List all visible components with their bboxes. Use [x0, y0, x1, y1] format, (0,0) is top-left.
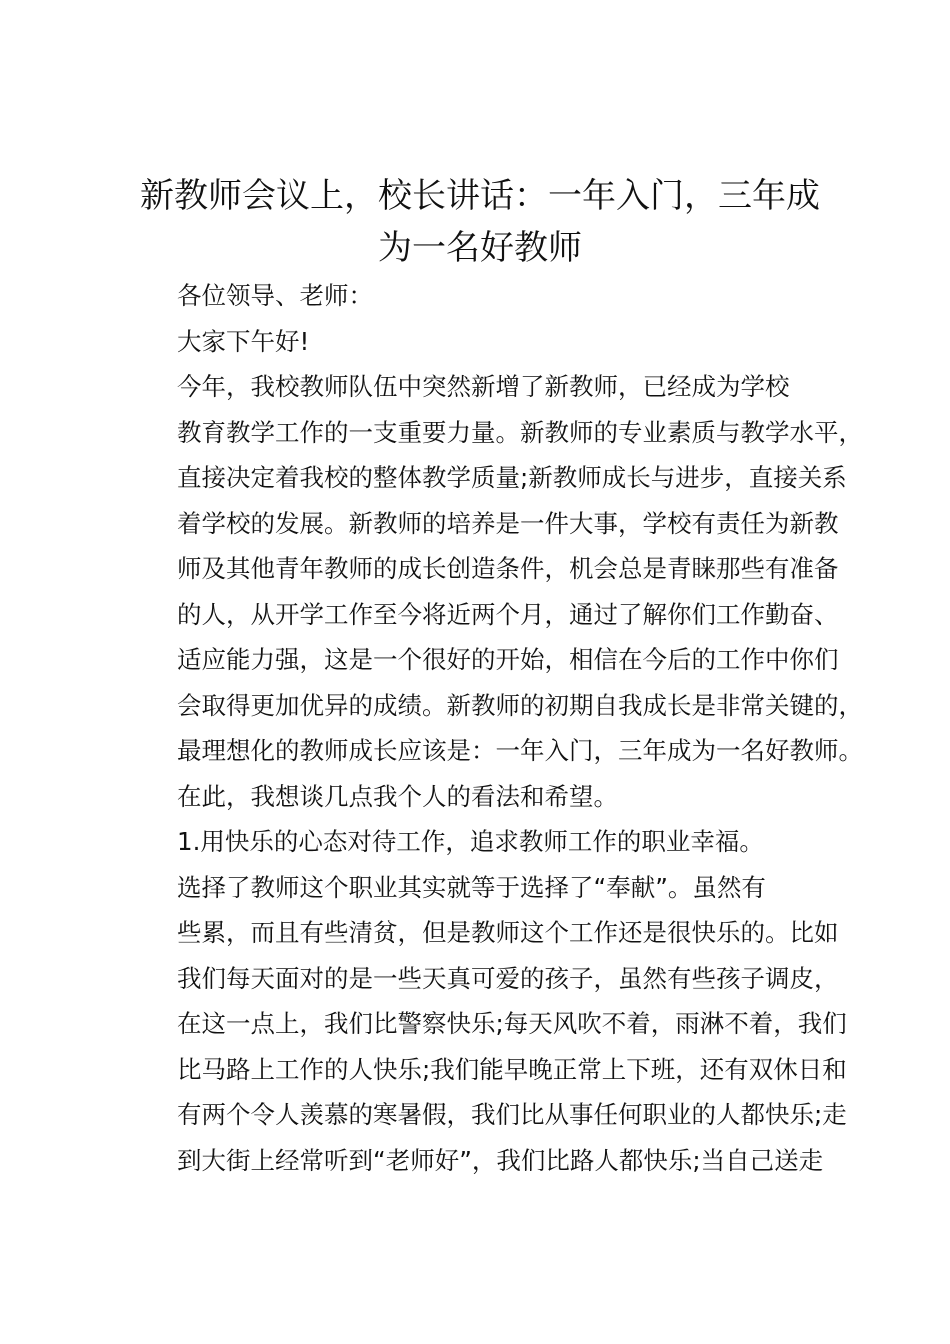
title-line: 新教师会议上，校长讲话：一年入门，三年成: [140, 176, 820, 216]
title-line: 为一名好教师: [378, 228, 582, 268]
text-line: 直接决定着我校的整体教学质量;新教师成长与进步，直接关系: [177, 463, 847, 492]
greeting: [128, 319, 858, 365]
text-line: 最理想化的教师成长应该是：一年入门，三年成为一名好教师。: [177, 736, 863, 765]
paragraph-section-1: [128, 865, 858, 1184]
document-title: [110, 170, 850, 274]
text-line: 1.用快乐的心态对待工作，追求教师工作的职业幸福。: [177, 827, 764, 856]
text-line: 有两个令人羡慕的寒暑假，我们比从事任何职业的人都快乐;走: [177, 1100, 847, 1129]
text-line: 各位领导、老师：: [177, 281, 373, 310]
text-line: 的人，从开学工作至今将近两个月，通过了解你们工作勤奋、: [177, 599, 839, 629]
text-line: 些累，而且有些清贫，但是教师这个工作还是很快乐的。比如: [177, 918, 839, 947]
text-line: 会取得更加优异的成绩。新教师的初期自我成长是非常关键的，: [177, 690, 863, 720]
text-line: 在此，我想谈几点我个人的看法和希望。: [177, 781, 618, 811]
text-line: 着学校的发展。新教师的培养是一件大事，学校有责任为新教: [177, 508, 839, 538]
text-line: 我们每天面对的是一些天真可爱的孩子，虽然有些孩子调皮，: [177, 963, 839, 993]
text-line: 师及其他青年教师的成长创造条件，机会总是青睐那些有准备: [177, 554, 839, 583]
document-body: [128, 273, 863, 1183]
text-line: 大家下午好!: [177, 326, 310, 356]
text-line: 在这一点上，我们比警察快乐;每天风吹不着，雨淋不着，我们: [177, 1009, 847, 1038]
text-line: 到大街上经常听到“老师好”，我们比路人都快乐;当自己送走: [177, 1145, 824, 1175]
paragraph-intro: [128, 364, 863, 819]
text-line: 比马路上工作的人快乐;我们能早晚正常上下班，还有双休日和: [177, 1054, 847, 1084]
salutation: [128, 273, 858, 319]
text-line: 教育教学工作的一支重要力量。新教师的专业素质与教学水平，: [177, 417, 863, 447]
text-line: 适应能力强，这是一个很好的开始，相信在今后的工作中你们: [177, 645, 839, 674]
text-line: 今年，我校教师队伍中突然新增了新教师，已经成为学校: [177, 372, 790, 401]
text-line: 选择了教师这个职业其实就等于选择了“奉献”。虽然有: [177, 872, 766, 902]
section-heading: [128, 819, 858, 865]
